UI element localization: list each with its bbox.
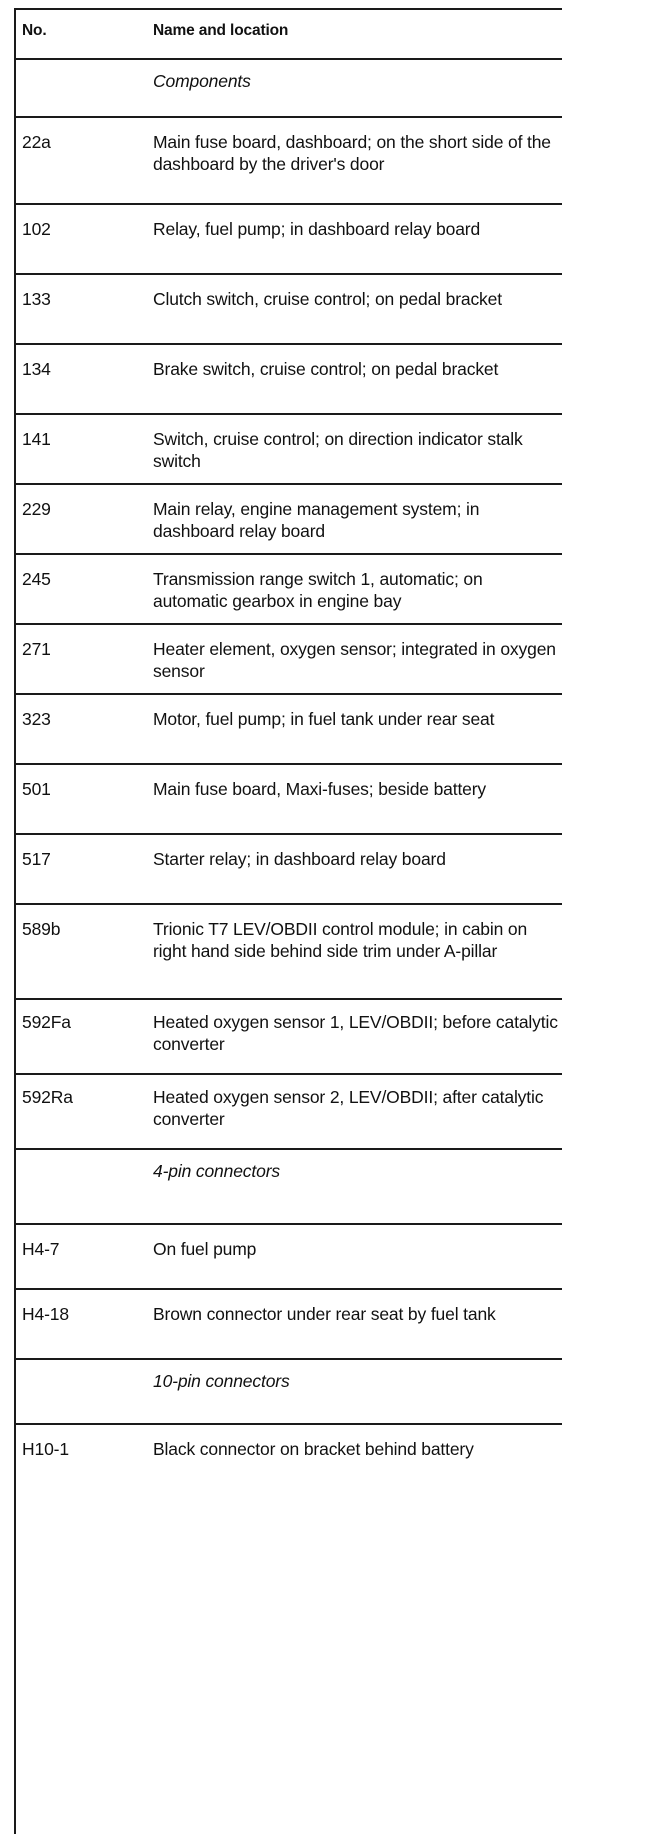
row-number: 501 — [22, 779, 51, 799]
row-number: H10-1 — [22, 1439, 69, 1459]
row-number: 271 — [22, 639, 51, 659]
row-divider — [14, 693, 562, 695]
row-name-location: Black connector on bracket behind battery — [153, 1439, 474, 1459]
row-number: 102 — [22, 219, 51, 239]
row-number: 589b — [22, 919, 61, 939]
row-name-location: Main fuse board, Maxi-fuses; beside battery — [153, 779, 487, 799]
row-divider — [14, 1148, 562, 1150]
row-number: 134 — [22, 359, 51, 379]
row-divider — [14, 58, 562, 60]
row-number: 133 — [22, 289, 51, 309]
row-divider — [14, 833, 562, 835]
row-divider — [14, 203, 562, 205]
row-number: 245 — [22, 569, 51, 589]
row-name-location: Main relay, engine management system; in dashboard relay board — [153, 499, 480, 541]
row-divider — [14, 1358, 562, 1360]
row-divider — [14, 273, 562, 275]
row-divider — [14, 343, 562, 345]
row-divider — [14, 998, 562, 1000]
row-name-location: Brown connector under rear seat by fuel tank — [153, 1304, 496, 1324]
row-divider — [14, 483, 562, 485]
row-divider — [14, 413, 562, 415]
table-top-rule — [14, 8, 562, 10]
section-heading: 4-pin connectors — [153, 1161, 280, 1181]
row-name-location: Clutch switch, cruise control; on pedal bracket — [153, 289, 502, 309]
row-number: 229 — [22, 499, 51, 519]
row-name-location: On fuel pump — [153, 1239, 257, 1259]
row-name-location: Heated oxygen sensor 2, LEV/OBDII; after catalytic converter — [153, 1087, 544, 1129]
row-number: 592Fa — [22, 1012, 71, 1032]
row-number: 517 — [22, 849, 51, 869]
section-heading: 10-pin connectors — [153, 1371, 290, 1391]
table-left-border — [14, 8, 16, 1834]
row-divider — [14, 763, 562, 765]
row-name-location: Switch, cruise control; on direction indicator stalk switch — [153, 429, 523, 471]
row-divider — [14, 623, 562, 625]
row-name-location: Main fuse board, dashboard; on the short side of the dashboard by the driver's door — [153, 132, 551, 174]
row-name-location: Heater element, oxygen sensor; integrated in oxygen sensor — [153, 639, 556, 681]
row-name-location: Trionic T7 LEV/OBDII control module; in cabin on right hand side behind side trim under A-pillar — [153, 919, 528, 961]
row-number: 323 — [22, 709, 51, 729]
row-name-location: Heated oxygen sensor 1, LEV/OBDII; before catalytic converter — [153, 1012, 558, 1054]
row-number: H4-18 — [22, 1304, 69, 1324]
row-number: H4-7 — [22, 1239, 60, 1259]
row-divider — [14, 116, 562, 118]
row-divider — [14, 1223, 562, 1225]
row-name-location: Transmission range switch 1, automatic; on automatic gearbox in engine bay — [153, 569, 483, 611]
row-number: 141 — [22, 429, 51, 449]
row-divider — [14, 903, 562, 905]
row-number: 592Ra — [22, 1087, 73, 1107]
row-name-location: Relay, fuel pump; in dashboard relay board — [153, 219, 481, 239]
row-divider — [14, 1073, 562, 1075]
header-no: No. — [22, 22, 47, 39]
row-divider — [14, 553, 562, 555]
row-name-location: Brake switch, cruise control; on pedal bracket — [153, 359, 499, 379]
row-number: 22a — [22, 132, 51, 152]
section-heading: Components — [153, 71, 251, 91]
row-divider — [14, 1423, 562, 1425]
row-name-location: Starter relay; in dashboard relay board — [153, 849, 446, 869]
row-name-location: Motor, fuel pump; in fuel tank under rear seat — [153, 709, 495, 729]
header-name-location: Name and location — [153, 22, 289, 39]
row-divider — [14, 1288, 562, 1290]
